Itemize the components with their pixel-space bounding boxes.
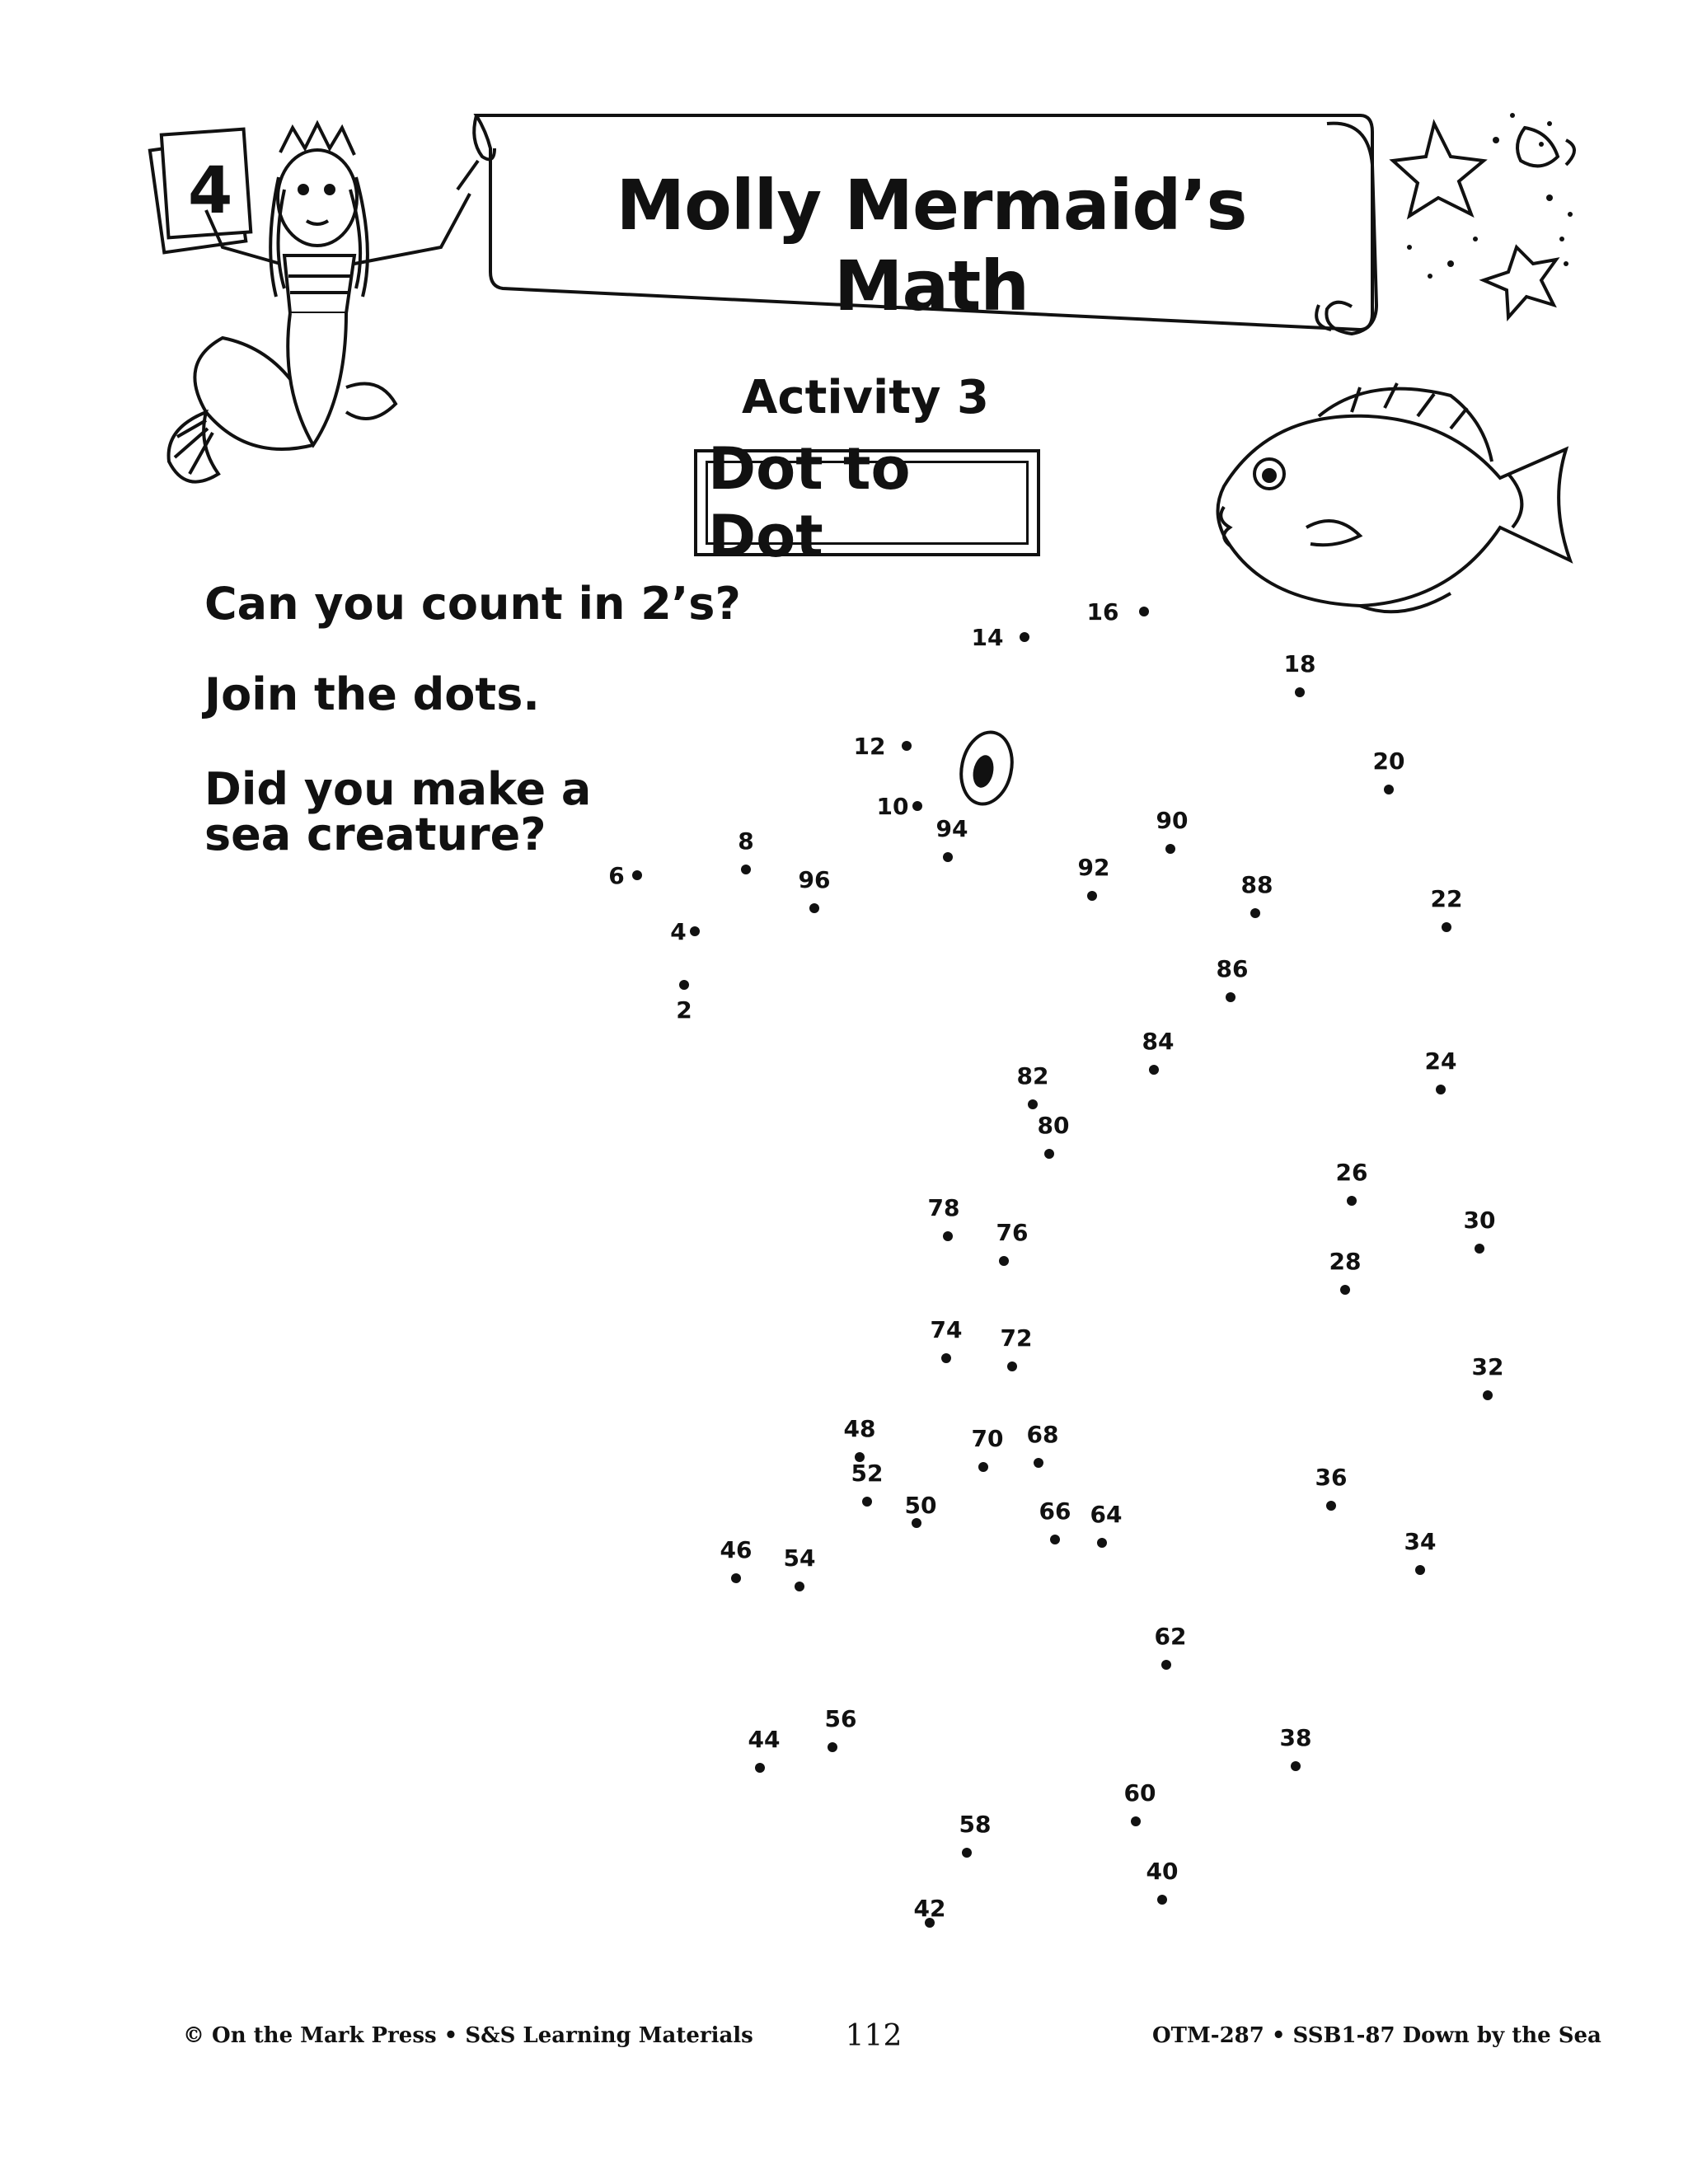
dot-58 xyxy=(962,1848,972,1858)
dot-label-50: 50 xyxy=(904,1492,937,1519)
dot-label-48: 48 xyxy=(843,1415,876,1442)
dot-30 xyxy=(1475,1244,1484,1254)
starfish-decoration xyxy=(1393,124,1574,317)
dot-34 xyxy=(1415,1565,1425,1575)
dot-40 xyxy=(1157,1895,1167,1905)
dot-label-56: 56 xyxy=(824,1705,857,1732)
dot-label-8: 8 xyxy=(738,827,754,855)
dot-62 xyxy=(1161,1660,1171,1670)
dot-64 xyxy=(1097,1538,1107,1548)
dot-label-46: 46 xyxy=(720,1536,753,1563)
mermaid-illustration xyxy=(150,124,478,482)
dot-label-18: 18 xyxy=(1283,650,1316,677)
dot-label-16: 16 xyxy=(1086,598,1119,626)
dot-label-34: 34 xyxy=(1404,1528,1437,1555)
dot-2 xyxy=(679,980,689,990)
card-number-text: 4 xyxy=(188,154,233,228)
activity-label: Activity 3 xyxy=(742,371,989,424)
dot-label-4: 4 xyxy=(670,918,687,945)
dot-label-6: 6 xyxy=(608,862,625,889)
dot-label-94: 94 xyxy=(935,815,968,842)
dot-50 xyxy=(912,1518,921,1528)
dot-label-40: 40 xyxy=(1146,1858,1179,1885)
dot-label-2: 2 xyxy=(676,996,692,1024)
dot-label-70: 70 xyxy=(971,1425,1004,1452)
dot-label-22: 22 xyxy=(1430,885,1463,912)
dot-label-42: 42 xyxy=(913,1895,946,1922)
activity-name-box xyxy=(694,435,1040,570)
dot-label-12: 12 xyxy=(853,733,886,760)
dot-24 xyxy=(1436,1085,1446,1094)
dot-10 xyxy=(912,801,922,811)
dot-80 xyxy=(1044,1149,1054,1159)
dot-label-82: 82 xyxy=(1016,1062,1049,1090)
dot-label-36: 36 xyxy=(1315,1464,1348,1491)
dot-label-52: 52 xyxy=(851,1460,884,1487)
dot-label-78: 78 xyxy=(927,1194,960,1221)
instruction-question-line2: sea creature? xyxy=(204,808,546,860)
dot-46 xyxy=(731,1573,741,1583)
dot-72 xyxy=(1007,1361,1017,1371)
instruction-join: Join the dots. xyxy=(204,668,540,720)
page-number: 112 xyxy=(845,2019,903,2053)
dot-8 xyxy=(741,865,751,874)
dot-label-10: 10 xyxy=(876,793,909,820)
dot-44 xyxy=(755,1763,765,1773)
dot-label-54: 54 xyxy=(783,1544,816,1572)
activity-name: Dot to Dot xyxy=(706,461,1029,545)
dot-26 xyxy=(1347,1196,1357,1206)
dot-4 xyxy=(690,926,700,936)
dot-74 xyxy=(941,1353,951,1363)
dot-label-30: 30 xyxy=(1463,1207,1496,1234)
dot-label-64: 64 xyxy=(1090,1501,1123,1528)
dot-16 xyxy=(1139,607,1149,616)
dot-label-72: 72 xyxy=(1000,1324,1033,1352)
dot-36 xyxy=(1326,1501,1336,1511)
dot-label-28: 28 xyxy=(1329,1248,1362,1275)
dot-label-80: 80 xyxy=(1037,1112,1070,1139)
dot-label-58: 58 xyxy=(959,1811,992,1838)
dot-92 xyxy=(1087,891,1097,901)
dot-56 xyxy=(828,1742,837,1752)
dot-label-62: 62 xyxy=(1154,1623,1187,1650)
creature-eye xyxy=(955,728,1019,809)
dot-90 xyxy=(1165,844,1175,854)
dot-38 xyxy=(1291,1761,1301,1771)
dot-label-92: 92 xyxy=(1077,854,1110,881)
dot-94 xyxy=(943,852,953,862)
dot-to-dot-points xyxy=(608,598,1503,1928)
dot-86 xyxy=(1226,992,1236,1002)
dot-label-20: 20 xyxy=(1372,748,1405,775)
dot-label-60: 60 xyxy=(1123,1779,1156,1807)
dot-76 xyxy=(999,1256,1009,1266)
dot-70 xyxy=(978,1462,988,1472)
dot-82 xyxy=(1028,1099,1038,1109)
dot-label-66: 66 xyxy=(1039,1497,1071,1525)
dot-label-74: 74 xyxy=(930,1316,963,1343)
dot-label-44: 44 xyxy=(748,1726,781,1753)
dot-label-14: 14 xyxy=(971,624,1004,651)
dot-60 xyxy=(1131,1816,1141,1826)
dot-12 xyxy=(902,741,912,751)
dot-label-32: 32 xyxy=(1471,1353,1504,1380)
dot-78 xyxy=(943,1231,953,1241)
dot-22 xyxy=(1442,922,1451,932)
dot-label-24: 24 xyxy=(1424,1047,1457,1075)
fish-illustration xyxy=(1218,383,1571,612)
dot-label-76: 76 xyxy=(996,1219,1029,1246)
footer-publisher: © On the Mark Press • S&S Learning Materials xyxy=(183,2023,753,2048)
dot-28 xyxy=(1340,1285,1350,1295)
dot-54 xyxy=(795,1582,804,1591)
dot-6 xyxy=(632,870,642,880)
dot-14 xyxy=(1020,632,1029,642)
dot-label-90: 90 xyxy=(1156,807,1189,834)
page-title: Molly Mermaid’s Math xyxy=(616,165,1247,326)
dot-label-96: 96 xyxy=(798,866,831,893)
dot-52 xyxy=(862,1497,872,1507)
footer-series: OTM-287 • SSB1-87 Down by the Sea xyxy=(1152,2023,1601,2048)
dot-label-38: 38 xyxy=(1279,1724,1312,1751)
dot-label-86: 86 xyxy=(1216,955,1249,982)
dot-20 xyxy=(1384,785,1394,794)
dot-66 xyxy=(1050,1535,1060,1544)
dot-96 xyxy=(809,903,819,913)
dot-label-26: 26 xyxy=(1335,1159,1368,1186)
dot-68 xyxy=(1034,1458,1043,1468)
dot-label-84: 84 xyxy=(1142,1028,1175,1055)
instruction-question-line1: Did you make a xyxy=(204,763,592,815)
dot-label-68: 68 xyxy=(1026,1421,1059,1448)
dot-84 xyxy=(1149,1065,1159,1075)
dot-18 xyxy=(1295,687,1305,697)
number-card xyxy=(150,129,251,253)
dot-32 xyxy=(1483,1390,1493,1400)
dot-label-88: 88 xyxy=(1240,871,1273,898)
instruction-count: Can you count in 2’s? xyxy=(204,578,741,630)
dot-88 xyxy=(1250,908,1260,918)
